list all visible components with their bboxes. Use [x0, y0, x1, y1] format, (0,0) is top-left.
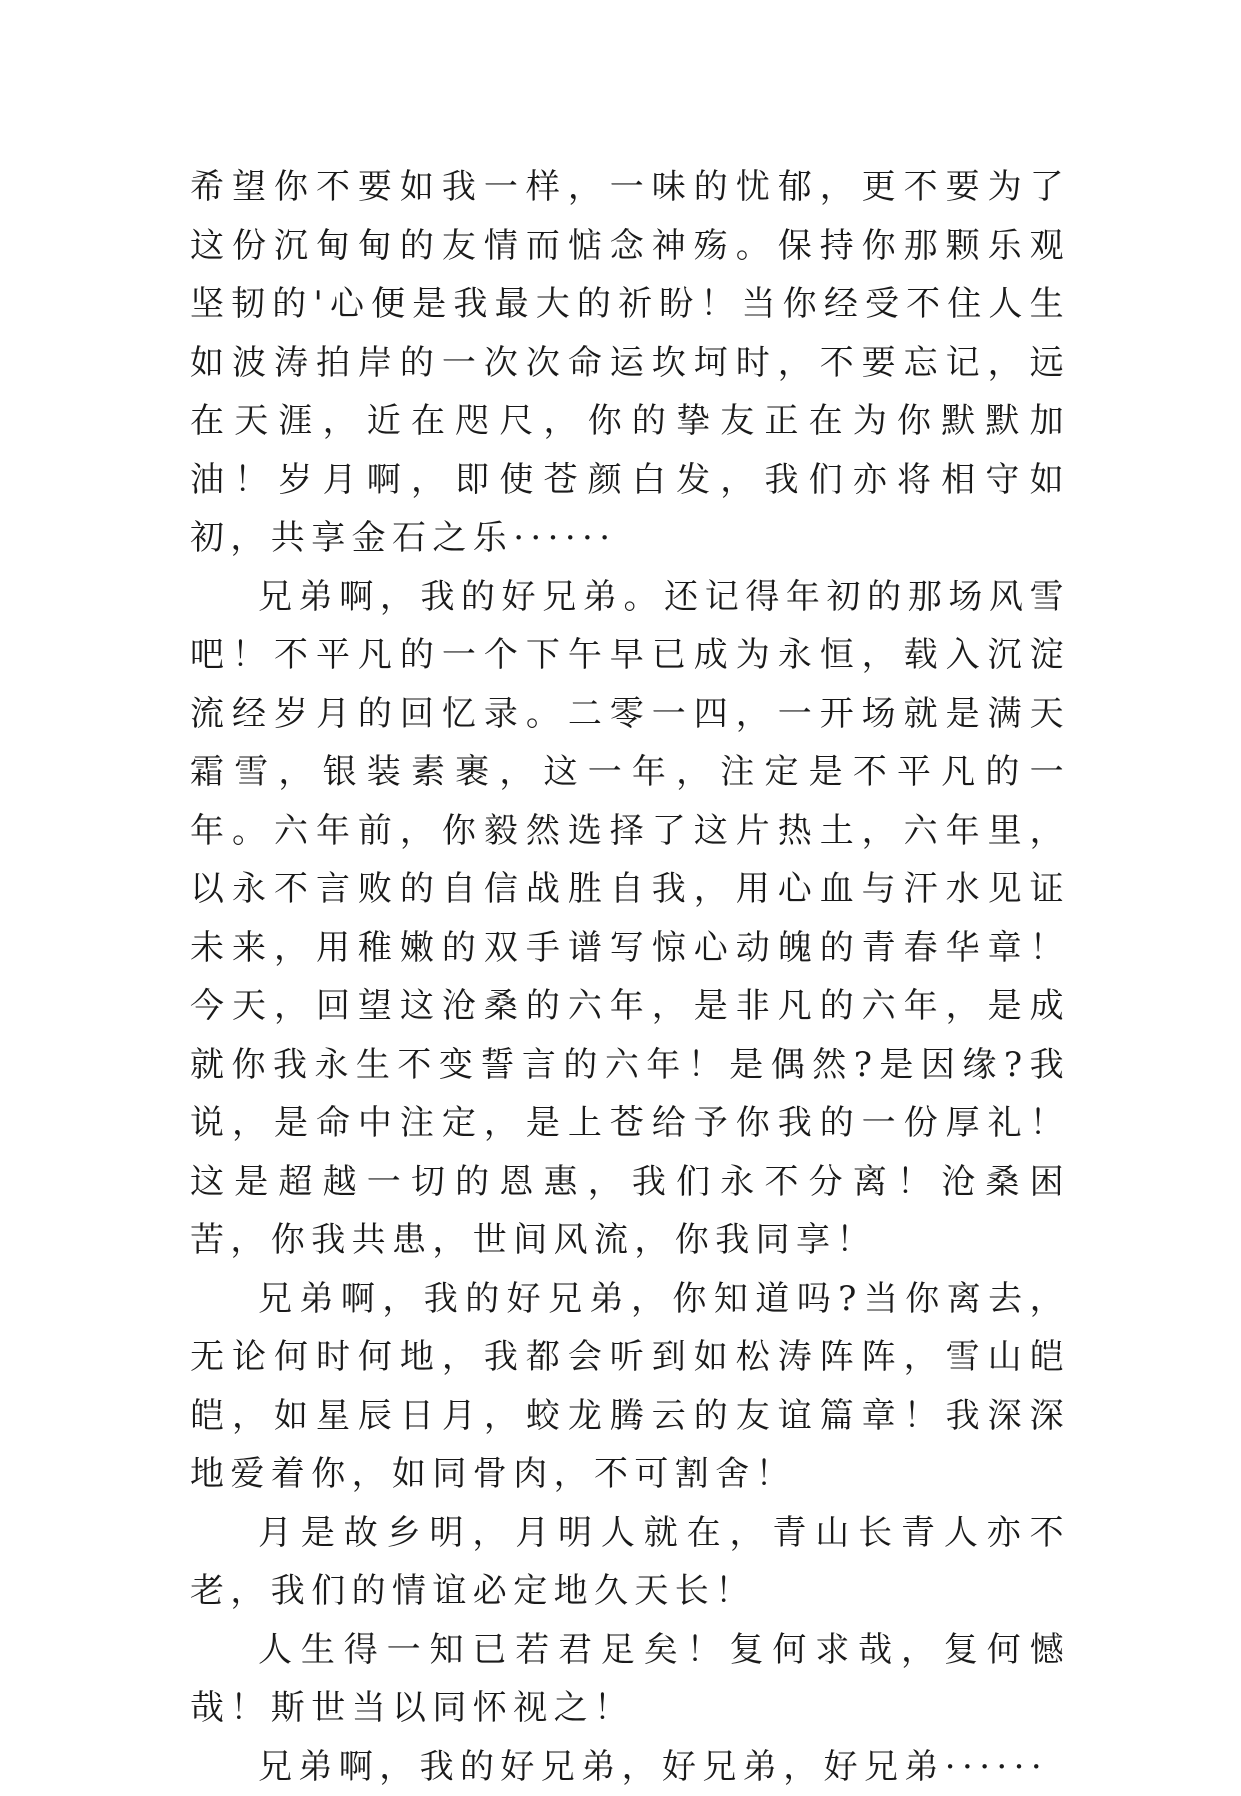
paragraph-3: 兄弟啊，我的好兄弟，你知道吗?当你离去，无论何时何地，我都会听到如松涛阵阵，雪山皑皑，如星辰日月，蛟龙腾云的友谊篇章！我深深地爱着你，如同骨肉，不可割舍！ [190, 1270, 1070, 1504]
paragraph-4: 月是故乡明，月明人就在，青山长青人亦不老，我们的情谊必定地久天长！ [190, 1504, 1070, 1621]
document-body [190, 158, 1070, 1796]
paragraph-5: 人生得一知已若君足矣！复何求哉，复何憾哉！斯世当以同怀视之！ [190, 1621, 1070, 1738]
paragraph-1: 希望你不要如我一样，一味的忧郁，更不要为了这份沉甸甸的友情而惦念神殇。保持你那颗乐观坚韧的'心便是我最大的祈盼！当你经受不住人生如波涛拍岸的一次次命运坎坷时，不要忘记，远在天涯，近在咫尺，你的挚友正在为你默默加油！岁月啊，即使苍颜白发，我们亦将相守如初，共享金石之乐······ [190, 158, 1070, 568]
paragraph-2: 兄弟啊，我的好兄弟。还记得年初的那场风雪吧！不平凡的一个下午早已成为永恒，载入沉淀流经岁月的回忆录。二零一四，一开场就是满天霜雪，银装素裹，这一年，注定是不平凡的一年。六年前，你毅然选择了这片热土，六年里，以永不言败的自信战胜自我，用心血与汗水见证未来，用稚嫩的双手谱写惊心动魄的青春华章！今天，回望这沧桑的六年，是非凡的六年，是成就你我永生不变誓言的六年！是偶然?是因缘?我说，是命中注定，是上苍给予你我的一份厚礼！这是超越一切的恩惠，我们永不分离！沧桑困苦，你我共患，世间风流，你我同享！ [190, 568, 1070, 1270]
paragraph-6: 兄弟啊，我的好兄弟，好兄弟，好兄弟······ [190, 1738, 1070, 1796]
